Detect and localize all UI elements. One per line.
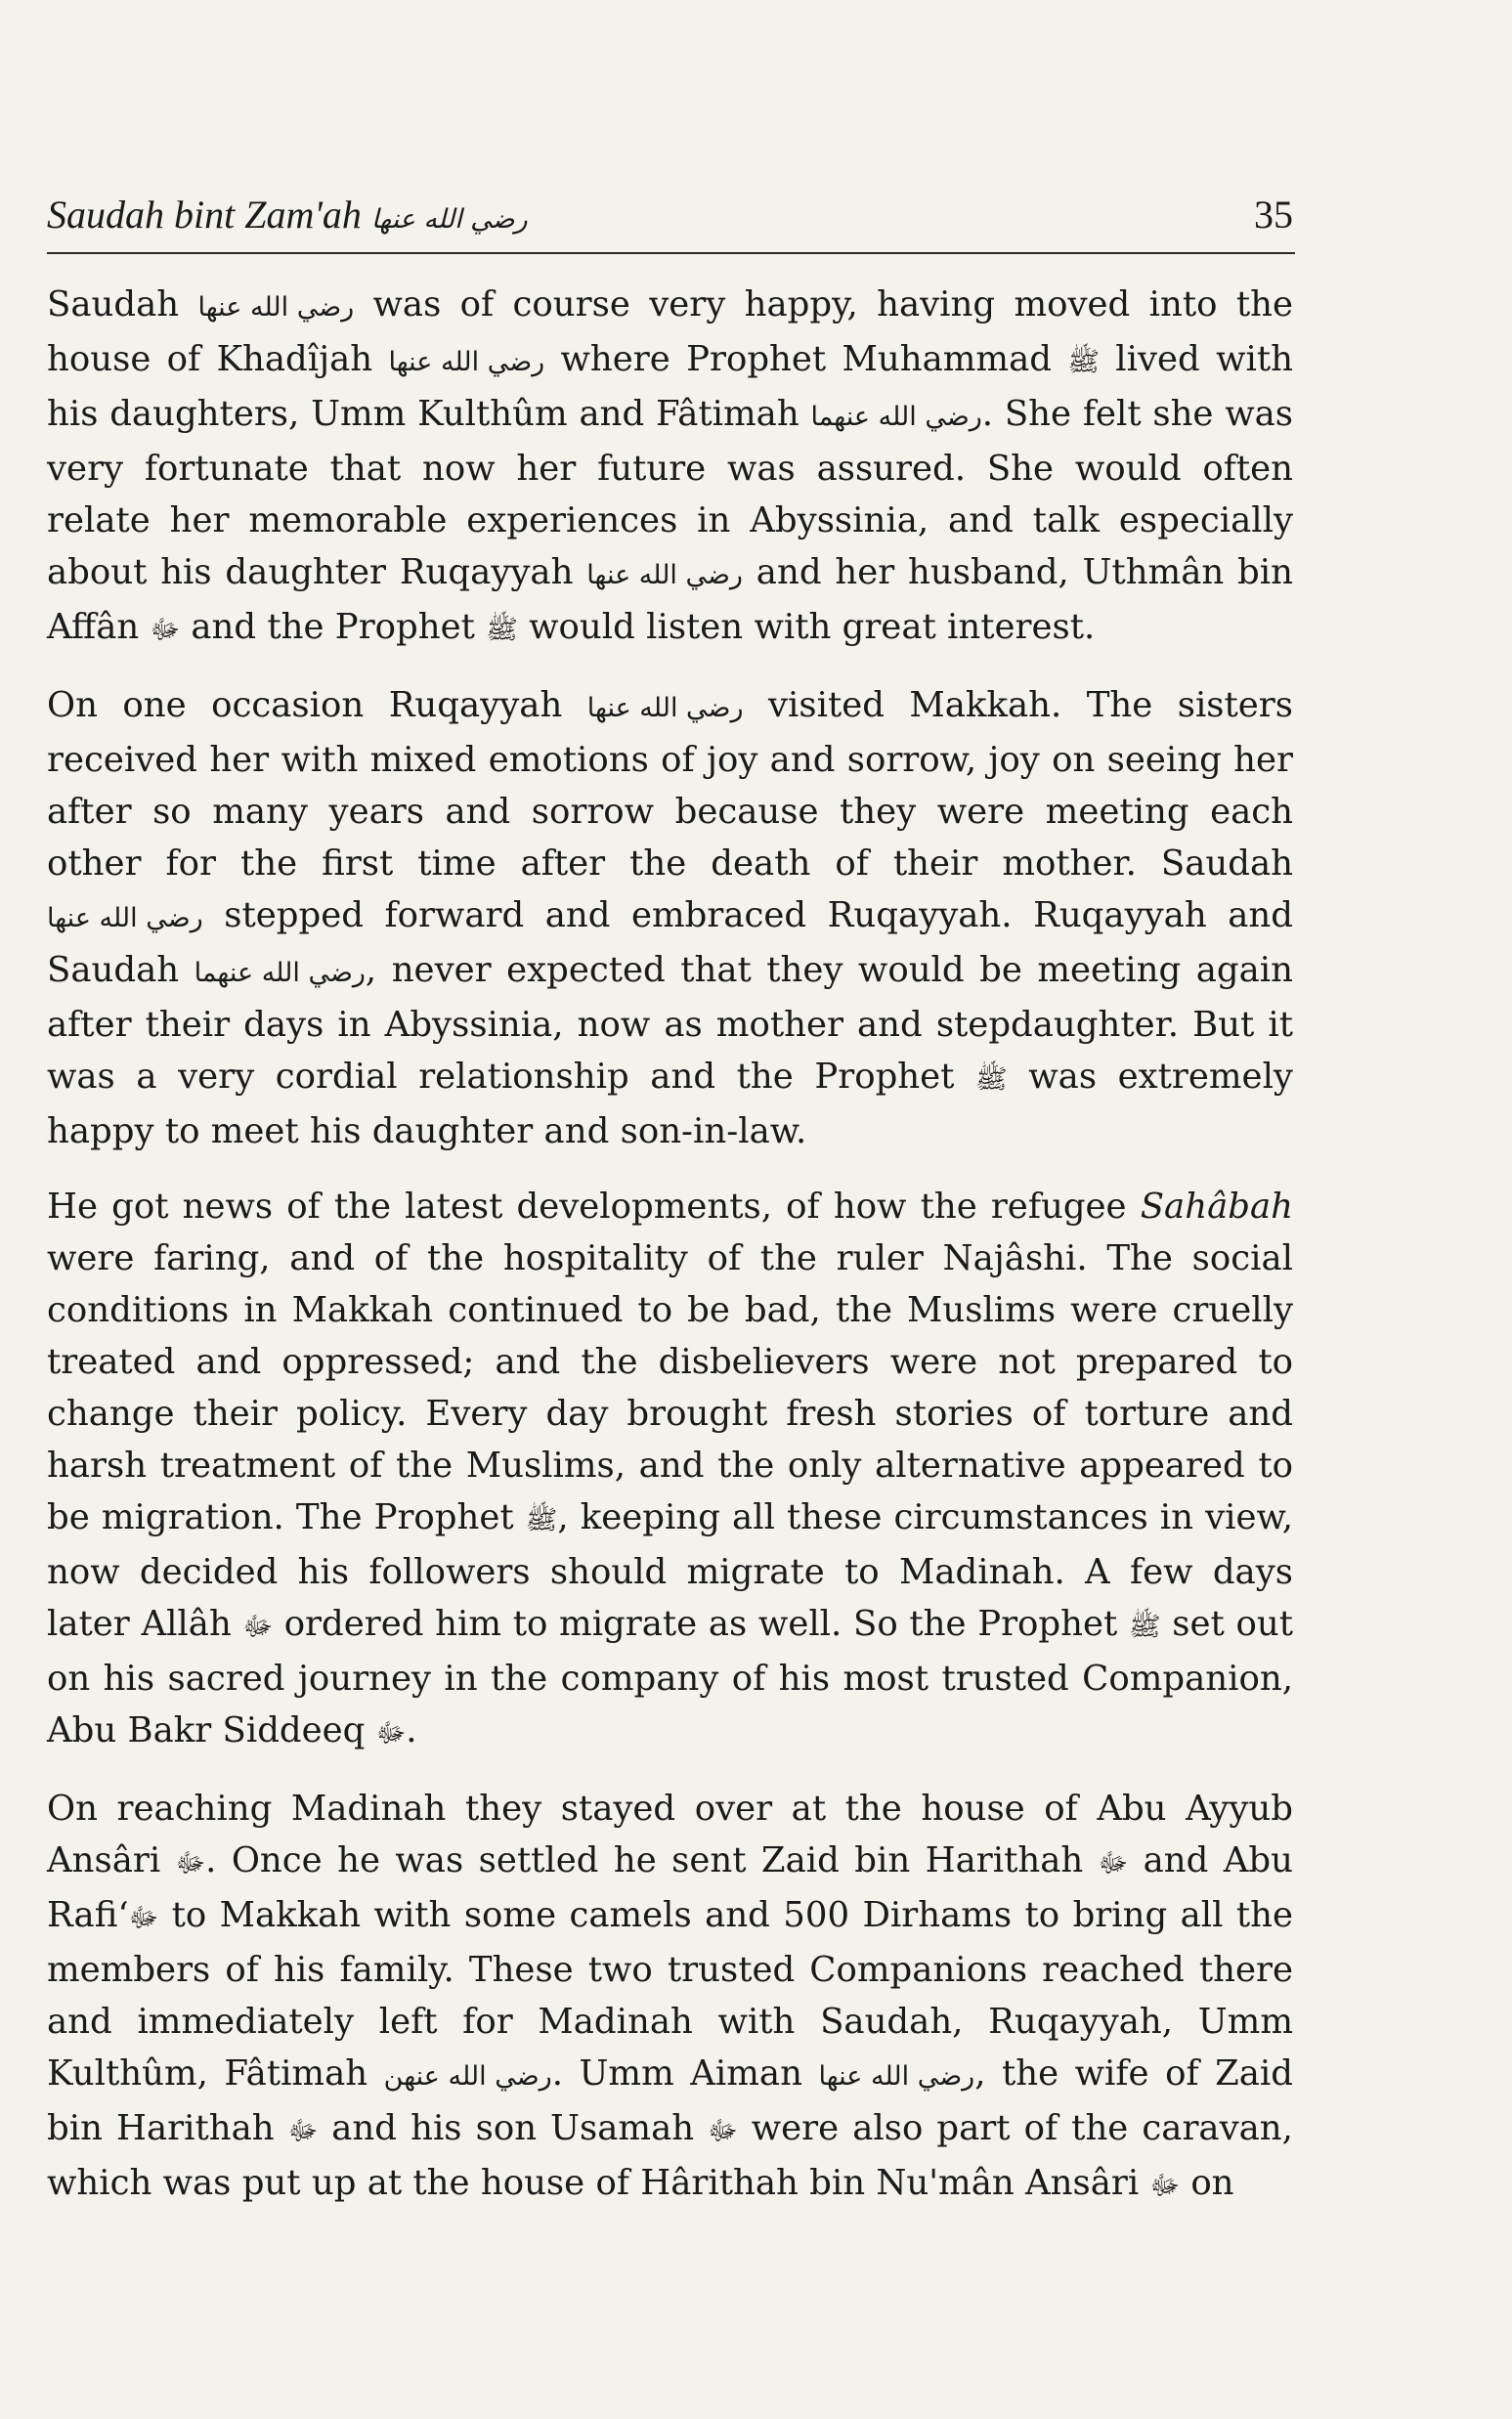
text-run: on bbox=[1190, 2163, 1234, 2203]
text-run: . Umm Aiman bbox=[551, 2053, 802, 2094]
text-run: was of course very happy, having moved into the house of Khadîjah bbox=[47, 284, 1293, 379]
italic-term-sahabah: Sahâbah bbox=[1140, 1187, 1293, 1227]
honorific-salallahu-alaihi-wasallam: ﷺ bbox=[975, 1064, 1008, 1095]
honorific-radiyallahu-anhu: ﷻ bbox=[1149, 2171, 1181, 2201]
page-number: 35 bbox=[1254, 193, 1293, 237]
text-run: to Makkah with some camels and 500 Dirhams to bring all the members of his family. These two trusted Companions reached there and immediately left for Madinah with Saudah, Ruqayyah, Umm Kulthûm, Fâtimah bbox=[47, 1895, 1293, 2094]
running-title bbox=[47, 186, 528, 249]
text-run: . She felt she was very fortunate that now her future was assured. She would often relate her memorable experiences in Abyssinia, and talk especially about his daughter Ruqayyah bbox=[47, 394, 1293, 592]
text-run: Saudah bbox=[47, 284, 180, 324]
text-run: lived with his daughters, Umm Kulthûm and Fâtimah bbox=[47, 339, 1293, 434]
honorific-radiyallahu-anha: رضي الله عنها bbox=[586, 560, 743, 590]
honorific-radiyallahu-anhuma: رضي الله عنهما bbox=[810, 402, 982, 432]
text-run: were faring, and of the hospitality of the ruler Najâshi. The social conditions in Makkah continued to be bad, the Muslims were cruelly treated and oppressed; and the disbelievers were not prepared to change their policy. Every day brought fresh stories of torture and harsh treatment of the Muslims, and the only alternative appeared to be migration. The Prophet bbox=[47, 1238, 1293, 1537]
honorific-salallahu-alaihi-wasallam: ﷺ bbox=[1067, 347, 1100, 377]
text-run: were also part of the caravan, which was put up at the house of Hârithah bin Nu'mân Ansâri bbox=[47, 2108, 1293, 2203]
running-title-honorific: رضي الله عنها bbox=[370, 204, 528, 235]
text-run: , keeping all these circumstances in view, now decided his followers should migrate to Madinah. A few days later Allâh bbox=[47, 1497, 1293, 1644]
text-run: ordered him to migrate as well. So the Prophet bbox=[283, 1604, 1118, 1644]
honorific-salallahu-alaihi-wasallam: ﷺ bbox=[1128, 1612, 1161, 1642]
text-run: . Once he was settled he sent Zaid bin Harithah bbox=[205, 1840, 1084, 1880]
text-run: . bbox=[406, 1710, 417, 1750]
text-run: was extremely happy to meet his daughter and son-in-law. bbox=[47, 1057, 1293, 1151]
honorific-salallahu-alaihi-wasallam: ﷺ bbox=[486, 615, 518, 645]
text-run: On reaching Madinah they stayed over at the house of Abu Ayyub Ansâri bbox=[47, 1789, 1293, 1880]
text-run: , the wife of Zaid bin Harithah bbox=[47, 2053, 1294, 2148]
honorific-radiyallahu-anhunna: رضي الله عنهن bbox=[383, 2061, 552, 2092]
honorific-radiyallahu-anha: رضي الله عنها bbox=[818, 2061, 975, 2092]
text-run: and Abu Rafi‘ bbox=[47, 1840, 1293, 1935]
text-run: and her husband, Uthmân bin Affân bbox=[47, 552, 1293, 647]
honorific-radiyallahu-anhuma: رضي الله عنهما bbox=[194, 958, 366, 988]
honorific-radiyallahu-anha: رضي الله عنها bbox=[197, 292, 355, 323]
paragraph-1 bbox=[47, 279, 1293, 656]
text-run: set out on his sacred journey in the company of his most trusted Companion, Abu Bakr Siddeeq bbox=[47, 1604, 1293, 1750]
page-header bbox=[47, 186, 1293, 244]
paragraph-3 bbox=[47, 1181, 1293, 1759]
text-run: stepped forward and embraced Ruqayyah. Ruqayyah and Saudah bbox=[47, 895, 1293, 990]
running-title-text: Saudah bint Zam'ah bbox=[47, 193, 362, 237]
honorific-radiyallahu-anhu: ﷻ bbox=[175, 1848, 206, 1879]
text-run: , never expected that they would be meeting again after their days in Abyssinia, now as mother and stepdaughter. But it was a very cordial relationship and the Prophet bbox=[47, 950, 1293, 1097]
text-run: would listen with great interest. bbox=[529, 607, 1096, 647]
honorific-allah-glorified: ﷻ bbox=[242, 1612, 273, 1642]
honorific-radiyallahu-anhu: ﷻ bbox=[287, 2116, 319, 2146]
paragraph-2 bbox=[47, 679, 1293, 1157]
text-run: and his son Usamah bbox=[331, 2108, 695, 2148]
honorific-radiyallahu-anha: رضي الله عنها bbox=[586, 693, 744, 723]
honorific-radiyallahu-anhu: ﷻ bbox=[708, 2116, 738, 2146]
honorific-radiyallahu-anhu: ﷻ bbox=[1098, 1848, 1129, 1879]
honorific-salallahu-alaihi-wasallam: ﷺ bbox=[525, 1505, 558, 1535]
paragraph-4 bbox=[47, 1783, 1293, 2212]
honorific-radiyallahu-anhu: ﷻ bbox=[128, 1903, 159, 1933]
text-run: where Prophet Muhammad bbox=[560, 339, 1052, 379]
honorific-radiyallahu-anha: رضي الله عنها bbox=[388, 347, 545, 377]
text-run: and the Prophet bbox=[191, 607, 475, 647]
honorific-radiyallahu-anhu: ﷻ bbox=[150, 615, 181, 645]
text-run: visited Makkah. The sisters received her with mixed emotions of joy and sorrow, joy on seeing her after so many years and sorrow because they were meeting each other for the first time after the death of their mother. Saudah bbox=[47, 685, 1293, 884]
honorific-radiyallahu-anha: رضي الله عنها bbox=[47, 903, 203, 933]
header-rule bbox=[47, 252, 1295, 254]
text-run: He got news of the latest developments, of how the refugee bbox=[47, 1187, 1127, 1227]
honorific-radiyallahu-anhu: ﷻ bbox=[375, 1718, 407, 1749]
text-run: On one occasion Ruqayyah bbox=[47, 685, 563, 725]
body-text bbox=[47, 279, 1293, 2212]
